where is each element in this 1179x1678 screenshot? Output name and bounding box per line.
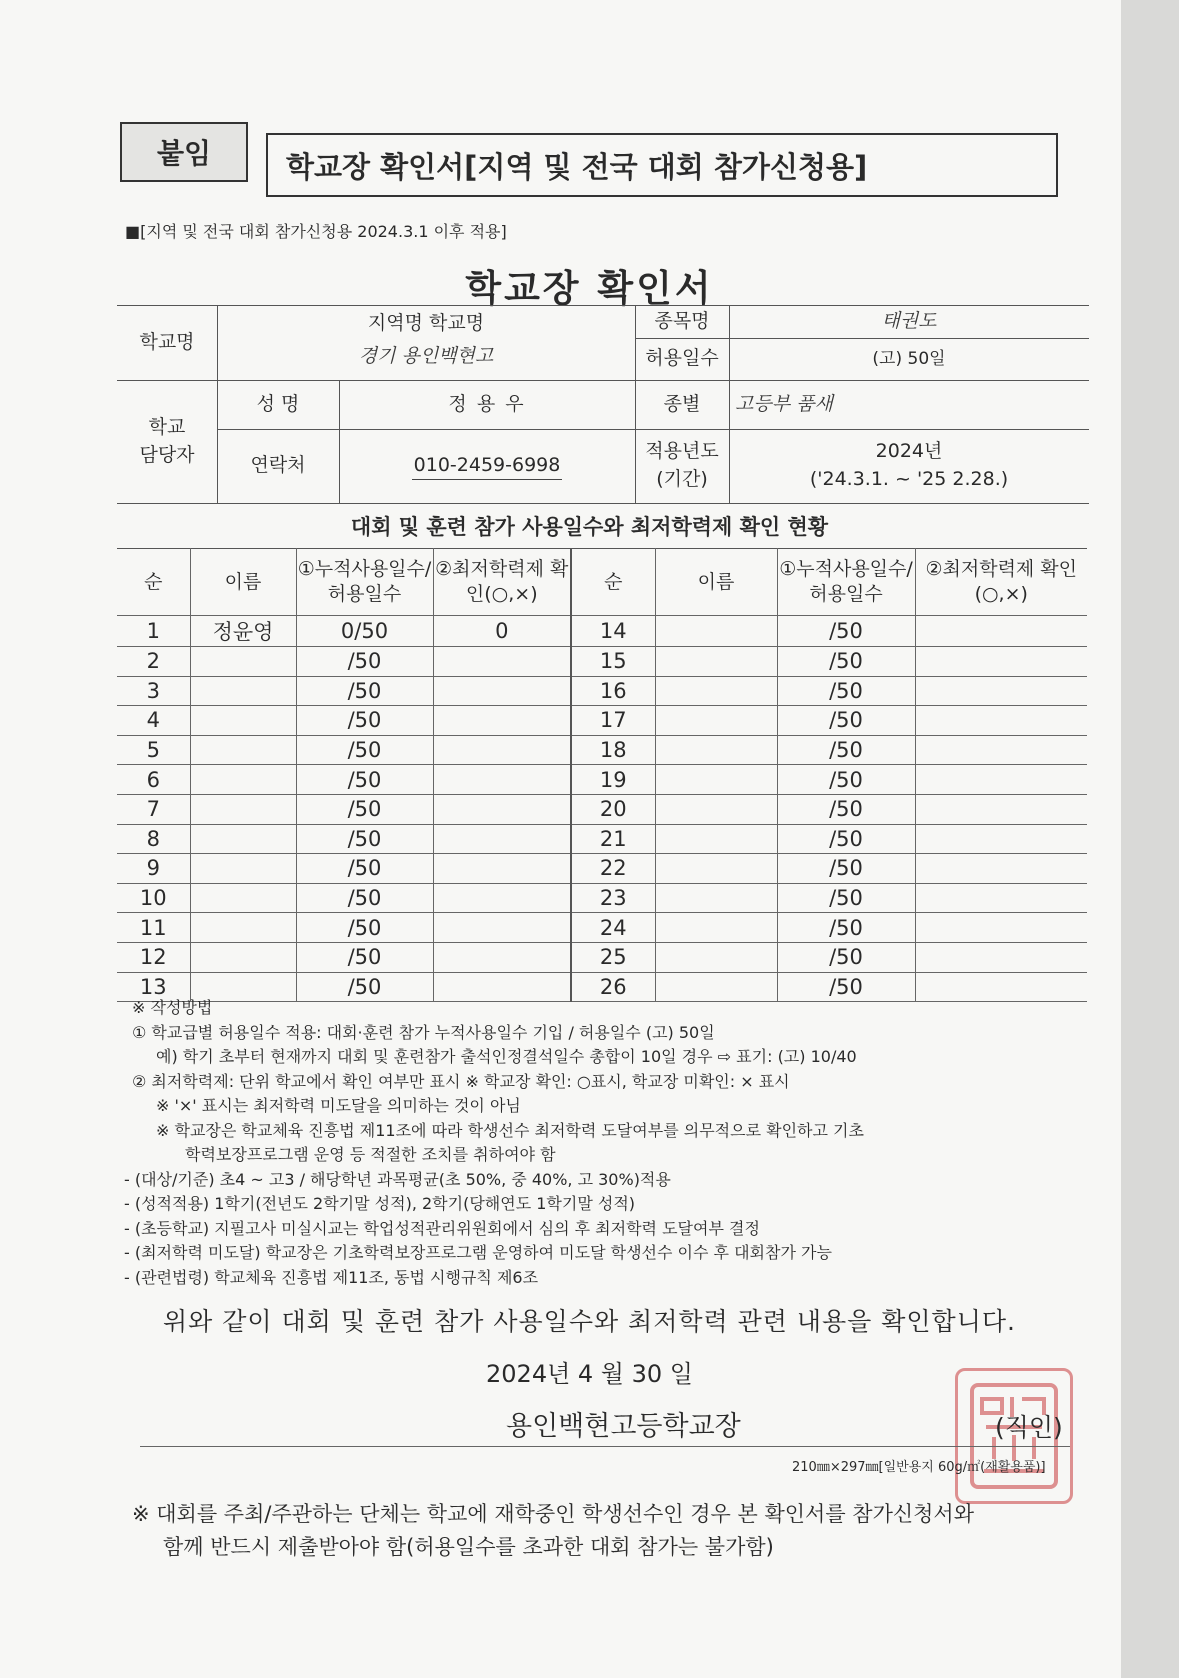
row-no-left: 8	[117, 824, 190, 854]
row-name-left	[190, 706, 296, 736]
guide-line-9: - (초등학교) 지필고사 미실시교는 학업성적관리위원회에서 심의 후 최저학력 도달여부 결정	[124, 1218, 760, 1238]
table-row	[117, 616, 1087, 647]
row-no-left: 6	[117, 765, 190, 795]
contact-person-label-1: 학교	[148, 415, 186, 438]
guide-line-4: ※ '×' 표시는 최저학력 미도달을 의미하는 것이 아님	[156, 1096, 521, 1115]
phone-label: 연락처	[250, 454, 306, 477]
row-name-left	[190, 794, 296, 824]
table-row	[117, 735, 1087, 765]
row-name-left	[190, 913, 296, 943]
table-row	[117, 706, 1087, 736]
row-check-right	[915, 794, 1087, 824]
col-days-left: ①누적사용일수/허용일수	[296, 549, 433, 616]
row-check-left	[433, 942, 571, 972]
guide-line-6: 학력보장프로그램 운영 등 적절한 조치를 취하여야 함	[185, 1145, 556, 1164]
row-days-left: /50	[296, 883, 433, 913]
paper-spec: 210㎜×297㎜[일반용지 60g/㎡(재활용품)]	[792, 1460, 1046, 1475]
guide-line-5: ※ 학교장은 학교체육 진흥법 제11조에 따라 학생선수 최저학력 도달여부를 의무적으로 확인하고 기초	[156, 1120, 864, 1140]
row-no-right: 21	[571, 824, 655, 854]
row-name-right	[655, 647, 777, 677]
row-days-right: /50	[777, 616, 915, 647]
row-days-right: /50	[777, 972, 915, 1002]
year-value-text: 2024년	[875, 440, 943, 463]
principal-title: 용인백현고등학교장	[506, 1411, 741, 1442]
name-value: 정 용 우	[448, 392, 526, 415]
row-name-left	[190, 676, 296, 706]
row-no-left: 5	[117, 735, 190, 765]
table-row	[117, 765, 1087, 795]
row-name-right	[655, 913, 777, 943]
row-no-right: 18	[571, 735, 655, 765]
row-name-right	[655, 824, 777, 854]
issue-date: 2024년 4 월 30 일	[486, 1360, 693, 1388]
table-row	[117, 824, 1087, 854]
row-days-right: /50	[777, 765, 915, 795]
row-name-right	[655, 883, 777, 913]
school-name-value: 경기 용인백현고	[358, 345, 494, 368]
row-days-left: /50	[296, 913, 433, 943]
row-days-left: /50	[296, 735, 433, 765]
sport-value: 태권도	[881, 309, 937, 332]
row-check-right	[915, 706, 1087, 736]
confirmation-statement: 위와 같이 대회 및 훈련 참가 사용일수와 최저학력 관련 내용을 확인합니다.	[163, 1307, 1016, 1336]
row-days-left: /50	[296, 854, 433, 884]
row-no-right: 22	[571, 854, 655, 884]
row-name-right	[655, 854, 777, 884]
row-name-right	[655, 794, 777, 824]
row-no-left: 12	[117, 942, 190, 972]
attachment-label: 붙임	[120, 122, 248, 182]
row-check-left	[433, 765, 571, 795]
row-check-left: 0	[433, 616, 571, 647]
row-days-right: /50	[777, 913, 915, 943]
row-no-left: 7	[117, 794, 190, 824]
row-days-right: /50	[777, 735, 915, 765]
row-check-right	[915, 735, 1087, 765]
row-no-left: 11	[117, 913, 190, 943]
col-days-right: ①누적사용일수/허용일수	[777, 549, 915, 616]
row-no-left: 4	[117, 706, 190, 736]
row-days-left: 0/50	[296, 616, 433, 647]
row-name-left	[190, 824, 296, 854]
row-name-left	[190, 883, 296, 913]
period-value: ('24.3.1. ~ '25 2.28.)	[809, 468, 1009, 490]
row-days-right: /50	[777, 854, 915, 884]
row-check-left	[433, 883, 571, 913]
row-days-right: /50	[777, 706, 915, 736]
roster-table	[117, 548, 1087, 1002]
col-name-right: 이름	[655, 549, 777, 616]
row-name-right	[655, 765, 777, 795]
table-row	[117, 854, 1087, 884]
school-name-hint: 지역명 학교명	[367, 312, 485, 335]
row-no-left: 9	[117, 854, 190, 884]
row-no-right: 15	[571, 647, 655, 677]
row-no-right: 26	[571, 972, 655, 1002]
phone-number: 010-2459-6998	[412, 452, 563, 481]
col-no-right: 순	[571, 549, 655, 616]
col-name-left: 이름	[190, 549, 296, 616]
seal-label: (직인)	[995, 1413, 1063, 1442]
row-check-left	[433, 735, 571, 765]
row-no-right: 25	[571, 942, 655, 972]
row-check-left	[433, 854, 571, 884]
row-no-left: 2	[117, 647, 190, 677]
row-days-right: /50	[777, 883, 915, 913]
row-days-left: /50	[296, 972, 433, 1002]
row-name-left	[190, 942, 296, 972]
row-check-right	[915, 883, 1087, 913]
row-name-left	[190, 647, 296, 677]
row-days-left: /50	[296, 765, 433, 795]
header-title: 학교장 확인서[지역 및 전국 대회 참가신청용]	[266, 133, 1058, 197]
year-value	[729, 429, 1089, 503]
row-check-right	[915, 765, 1087, 795]
row-days-left: /50	[296, 676, 433, 706]
year-label-2: (기간)	[656, 468, 708, 490]
allowed-days-label: 허용일수	[645, 347, 719, 370]
page-edge	[1121, 0, 1179, 1678]
row-no-right: 17	[571, 706, 655, 736]
row-check-right	[915, 676, 1087, 706]
row-no-right: 23	[571, 883, 655, 913]
row-days-left: /50	[296, 942, 433, 972]
phone-value	[339, 429, 635, 503]
guide-heading: ※ 작성방법	[132, 998, 213, 1017]
row-no-right: 19	[571, 765, 655, 795]
guide-line-2: 예) 학기 초부터 현재까지 대회 및 훈련참가 출석인정결석일수 총합이 10일 경우 ⇨ 표기: (고) 10/40	[156, 1047, 857, 1066]
row-name-right	[655, 735, 777, 765]
school-name-label: 학교명	[139, 330, 195, 353]
allowed-days-value: (고) 50일	[872, 348, 946, 369]
row-no-right: 16	[571, 676, 655, 706]
row-check-right	[915, 854, 1087, 884]
writing-guide	[124, 996, 1072, 1290]
year-label	[635, 429, 729, 503]
row-check-left	[433, 647, 571, 677]
year-label-1: 적용년도	[645, 440, 719, 463]
row-days-right: /50	[777, 794, 915, 824]
row-name-left	[190, 854, 296, 884]
document-title: 학교장 확인서	[465, 267, 714, 310]
row-no-right: 14	[571, 616, 655, 647]
row-no-right: 20	[571, 794, 655, 824]
table-row	[117, 883, 1087, 913]
row-check-left	[433, 794, 571, 824]
col-no-left: 순	[117, 549, 190, 616]
row-name-right	[655, 616, 777, 647]
guide-line-10: - (최저학력 미도달) 학교장은 기초학력보장프로그램 운영하여 미도달 학생선수 이수 후 대회참가 가능	[124, 1243, 832, 1262]
row-days-left: /50	[296, 647, 433, 677]
row-days-left: /50	[296, 824, 433, 854]
row-name-right	[655, 706, 777, 736]
table-row	[117, 647, 1087, 677]
row-name-right	[655, 676, 777, 706]
footer-divider	[140, 1446, 1070, 1447]
row-name-left	[190, 765, 296, 795]
row-days-left: /50	[296, 794, 433, 824]
roster-header-row	[117, 549, 1087, 616]
row-no-left: 1	[117, 616, 190, 647]
table-row	[117, 913, 1087, 943]
row-days-right: /50	[777, 942, 915, 972]
row-check-right	[915, 647, 1087, 677]
bottom-note-line-2: 함께 반드시 제출받아야 함(허용일수를 초과한 대회 참가는 불가함)	[163, 1535, 774, 1559]
col-check-left: ②최저학력제 확인(○,×)	[433, 549, 571, 616]
row-check-left	[433, 676, 571, 706]
name-label: 성 명	[256, 392, 300, 415]
guide-line-11: - (관련법령) 학교체육 진흥법 제11조, 동법 시행규칙 제6조	[124, 1267, 539, 1287]
row-check-left	[433, 706, 571, 736]
row-name-left: 정윤영	[190, 616, 296, 647]
row-check-left	[433, 824, 571, 854]
row-days-right: /50	[777, 676, 915, 706]
row-no-left: 13	[117, 972, 190, 1002]
row-check-right	[915, 824, 1087, 854]
category-label: 종별	[663, 392, 701, 415]
col-check-right: ②최저학력제 확인(○,×)	[915, 549, 1087, 616]
bottom-note	[132, 1498, 974, 1564]
sport-label: 종목명	[654, 309, 710, 332]
guide-line-7: - (대상/기준) 초4 ~ 고3 / 해당학년 과목평균(초 50%, 중 40%, 고 30%)적용	[124, 1169, 671, 1189]
row-days-left: /50	[296, 706, 433, 736]
row-check-right	[915, 616, 1087, 647]
guide-line-1: ① 학교급별 허용일수 적용: 대회·훈련 참가 누적사용일수 기입 / 허용일수 (고) 50일	[132, 1022, 715, 1042]
row-no-left: 3	[117, 676, 190, 706]
contact-person-label	[117, 380, 217, 503]
row-days-right: /50	[777, 824, 915, 854]
row-no-right: 24	[571, 913, 655, 943]
section-title: 대회 및 훈련 참가 사용일수와 최저학력제 확인 현황	[350, 515, 829, 539]
row-name-right	[655, 942, 777, 972]
row-name-left	[190, 735, 296, 765]
table-row	[117, 942, 1087, 972]
guide-line-3: ② 최저학력제: 단위 학교에서 확인 여부만 표시 ※ 학교장 확인: ○표시, 학교장 미확인: × 표시	[132, 1071, 790, 1091]
guide-line-8: - (성적적용) 1학기(전년도 2학기말 성적), 2학기(당해연도 1학기말 성적)	[124, 1194, 636, 1213]
table-row	[117, 676, 1087, 706]
row-no-left: 10	[117, 883, 190, 913]
category-value: 고등부 품새	[735, 392, 833, 415]
row-check-right	[915, 913, 1087, 943]
row-check-right	[915, 942, 1087, 972]
roster-body	[117, 616, 1087, 1002]
row-days-right: /50	[777, 647, 915, 677]
bottom-note-line-1: ※ 대회를 주최/주관하는 단체는 학교에 재학중인 학생선수인 경우 본 확인서를 참가신청서와	[132, 1502, 975, 1526]
table-row	[117, 794, 1087, 824]
row-check-left	[433, 913, 571, 943]
contact-person-label-2: 담당자	[139, 443, 195, 466]
school-info-grid	[117, 305, 1089, 503]
applicability-note: ■[지역 및 전국 대회 참가신청용 2024.3.1 이후 적용]	[125, 222, 507, 241]
